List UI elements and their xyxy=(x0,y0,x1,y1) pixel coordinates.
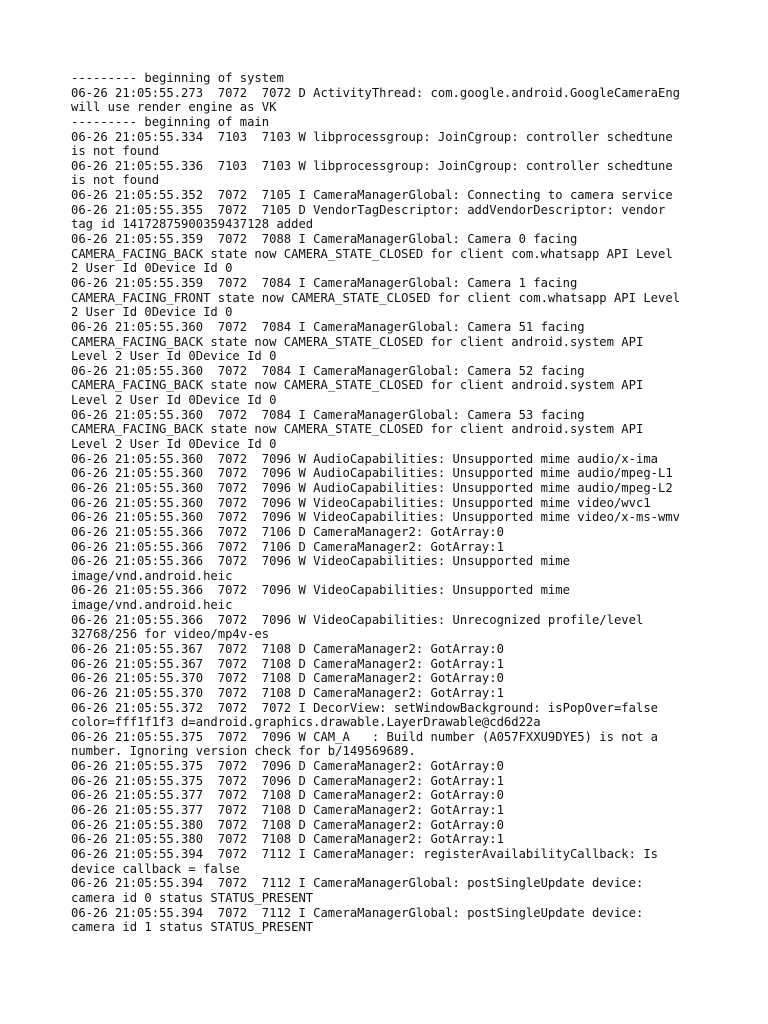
log-line: 06-26 21:05:55.334 7103 7103 W libprocessgroup: JoinCgroup: controller schedtune xyxy=(71,129,673,144)
log-line: 06-26 21:05:55.375 7072 7096 D CameraManager2: GotArray:0 xyxy=(71,759,504,774)
log-line: 06-26 21:05:55.394 7072 7112 I CameraManagerGlobal: postSingleUpdate device: xyxy=(71,876,644,891)
log-line: 06-26 21:05:55.336 7103 7103 W libprocessgroup: JoinCgroup: controller schedtune xyxy=(71,158,673,173)
log-line: 06-26 21:05:55.372 7072 7072 I DecorView: setWindowBackground: isPopOver=false xyxy=(71,700,658,715)
log-line: 06-26 21:05:55.360 7072 7096 W VideoCapabilities: Unsupported mime video/x-ms-wmv xyxy=(71,510,681,525)
log-line: --------- beginning of system xyxy=(71,71,284,85)
log-line: 06-26 21:05:55.366 7072 7096 W VideoCapabilities: Unrecognized profile/level xyxy=(71,612,644,627)
log-line: camera id 0 status STATUS_PRESENT xyxy=(71,890,314,905)
log-line: 06-26 21:05:55.360 7072 7096 W VideoCapabilities: Unsupported mime video/wvc1 xyxy=(71,495,651,510)
log-line: Level 2 User Id 0Device Id 0 xyxy=(71,437,277,452)
log-line: image/vnd.android.heic xyxy=(71,568,233,583)
log-line: color=fff1f1f3 d=android.graphics.drawable.LayerDrawable@cd6d22a xyxy=(71,715,541,730)
log-line: is not found xyxy=(71,173,160,188)
log-line: 06-26 21:05:55.360 7072 7096 W AudioCapabilities: Unsupported mime audio/mpeg-L2 xyxy=(71,480,673,495)
log-line: 06-26 21:05:55.355 7072 7105 D VendorTagDescriptor: addVendorDescriptor: vendor xyxy=(71,202,666,217)
log-line: 06-26 21:05:55.370 7072 7108 D CameraManager2: GotArray:1 xyxy=(71,685,504,700)
log-line: 06-26 21:05:55.360 7072 7096 W AudioCapabilities: Unsupported mime audio/x-ima xyxy=(71,451,658,466)
log-line: CAMERA_FACING_FRONT state now CAMERA_STATE_CLOSED for client com.whatsapp API Level xyxy=(71,290,681,305)
log-line: 06-26 21:05:55.375 7072 7096 D CameraManager2: GotArray:1 xyxy=(71,773,504,788)
log-line: device callback = false xyxy=(71,861,240,876)
log-line: 06-26 21:05:55.367 7072 7108 D CameraManager2: GotArray:1 xyxy=(71,656,504,671)
log-line: image/vnd.android.heic xyxy=(71,598,233,613)
log-line: 06-26 21:05:55.352 7072 7105 I CameraManagerGlobal: Connecting to camera service xyxy=(71,188,673,203)
log-line: 06-26 21:05:55.360 7072 7096 W AudioCapabilities: Unsupported mime audio/mpeg-L1 xyxy=(71,466,673,481)
log-line: is not found xyxy=(71,144,160,159)
log-line: 2 User Id 0Device Id 0 xyxy=(71,305,233,320)
log-line: 06-26 21:05:55.394 7072 7112 I CameraManagerGlobal: postSingleUpdate device: xyxy=(71,905,644,920)
log-line: 06-26 21:05:55.367 7072 7108 D CameraManager2: GotArray:0 xyxy=(71,641,504,656)
log-line: 06-26 21:05:55.366 7072 7106 D CameraManager2: GotArray:0 xyxy=(71,524,504,539)
log-line: 06-26 21:05:55.377 7072 7108 D CameraManager2: GotArray:0 xyxy=(71,788,504,803)
log-line: will use render engine as VK xyxy=(71,100,277,115)
log-line: --------- beginning of main xyxy=(71,114,270,129)
log-line: tag id 14172875900359437128 added xyxy=(71,217,314,232)
log-line: 06-26 21:05:55.370 7072 7108 D CameraManager2: GotArray:0 xyxy=(71,671,504,686)
log-line: 32768/256 for video/mp4v-es xyxy=(71,627,270,642)
log-line: 06-26 21:05:55.366 7072 7096 W VideoCapabilities: Unsupported mime xyxy=(71,554,570,569)
log-line: Level 2 User Id 0Device Id 0 xyxy=(71,393,277,408)
log-line: 2 User Id 0Device Id 0 xyxy=(71,261,233,276)
log-line: 06-26 21:05:55.377 7072 7108 D CameraManager2: GotArray:1 xyxy=(71,803,504,818)
log-line: CAMERA_FACING_BACK state now CAMERA_STATE_CLOSED for client com.whatsapp API Level xyxy=(71,246,673,261)
log-line: Level 2 User Id 0Device Id 0 xyxy=(71,349,277,364)
log-line: 06-26 21:05:55.380 7072 7108 D CameraManager2: GotArray:0 xyxy=(71,817,504,832)
log-line: CAMERA_FACING_BACK state now CAMERA_STATE_CLOSED for client android.system API xyxy=(71,378,644,393)
log-line: 06-26 21:05:55.360 7072 7084 I CameraManagerGlobal: Camera 51 facing xyxy=(71,319,585,334)
log-line: 06-26 21:05:55.359 7072 7088 I CameraManagerGlobal: Camera 0 facing xyxy=(71,232,578,247)
log-line: 06-26 21:05:55.380 7072 7108 D CameraManager2: GotArray:1 xyxy=(71,832,504,847)
log-line: 06-26 21:05:55.375 7072 7096 W CAM_A : Build number (A057FXXU9DYE5) is not a xyxy=(71,729,658,744)
log-line: 06-26 21:05:55.394 7072 7112 I CameraManager: registerAvailabilityCallback: Is xyxy=(71,846,658,861)
log-line: 06-26 21:05:55.366 7072 7106 D CameraManager2: GotArray:1 xyxy=(71,539,504,554)
log-line: 06-26 21:05:55.360 7072 7084 I CameraManagerGlobal: Camera 53 facing xyxy=(71,407,585,422)
log-line: camera id 1 status STATUS_PRESENT xyxy=(71,920,314,935)
log-line: 06-26 21:05:55.366 7072 7096 W VideoCapabilities: Unsupported mime xyxy=(71,583,570,598)
log-line: CAMERA_FACING_BACK state now CAMERA_STATE_CLOSED for client android.system API xyxy=(71,334,644,349)
log-document xyxy=(71,71,751,935)
log-line: 06-26 21:05:55.360 7072 7084 I CameraManagerGlobal: Camera 52 facing xyxy=(71,363,585,378)
log-line: CAMERA_FACING_BACK state now CAMERA_STATE_CLOSED for client android.system API xyxy=(71,422,644,437)
log-line: 06-26 21:05:55.273 7072 7072 D ActivityThread: com.google.android.GoogleCameraEng xyxy=(71,85,681,100)
log-line: number. Ignoring version check for b/149569689. xyxy=(71,744,416,759)
log-line: 06-26 21:05:55.359 7072 7084 I CameraManagerGlobal: Camera 1 facing xyxy=(71,275,578,290)
